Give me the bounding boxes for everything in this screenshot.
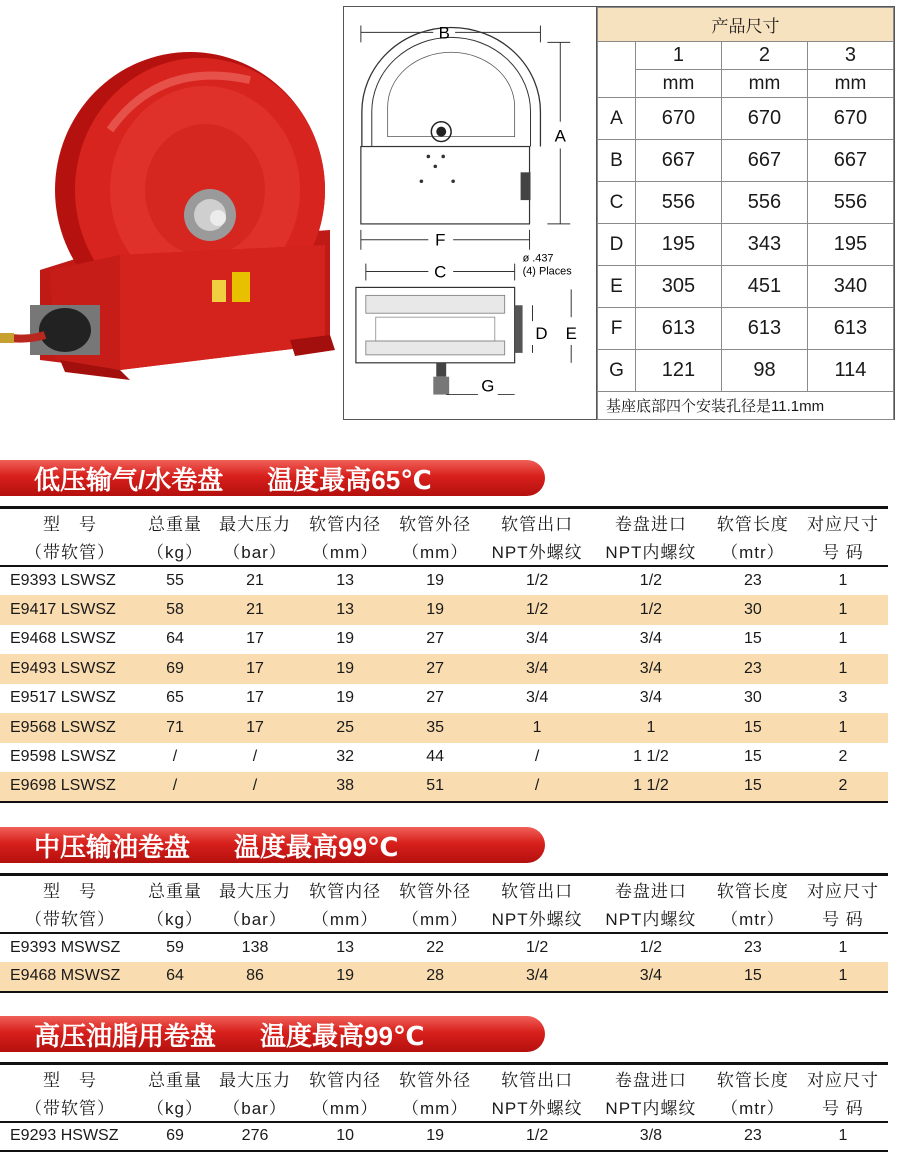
dim-label-c: C [434, 262, 447, 282]
col-model-cell: E9493 LSWSZ [10, 659, 116, 677]
table-row [0, 684, 888, 714]
col-max-pressure-cell: 17 [246, 718, 264, 736]
col-max-pressure-cell: / [252, 748, 258, 766]
col-reel-inlet-cell: 1 1/2 [633, 777, 669, 795]
col-hose-id-cell: 13 [336, 600, 354, 618]
col-hose-od-cell: 51 [426, 777, 445, 795]
col-hose-od-cell: 44 [426, 748, 445, 766]
col-hose-outlet-cell: 1/2 [525, 1127, 549, 1145]
col-hose-length-subheader: （mtr） [721, 1099, 785, 1118]
col-hose-outlet-cell: 1/2 [525, 938, 549, 956]
section-title: 中压输油卷盘 [34, 831, 191, 862]
section-title: 低压输气/水卷盘 [34, 464, 224, 495]
size-number: 2 [721, 42, 807, 70]
col-reel-inlet-cell: 3/4 [639, 689, 663, 707]
col-model-cell: E9598 LSWSZ [10, 748, 116, 766]
col-hose-length-cell: 30 [743, 600, 762, 618]
col-hose-od-subheader: （mm） [401, 543, 469, 562]
col-model-cell: E9517 LSWSZ [10, 689, 116, 707]
col-reel-inlet-subheader: NPT内螺纹 [605, 543, 697, 562]
col-hose-length-header: 软管长度 [716, 1071, 789, 1091]
section-temp: 温度最高99℃ [234, 831, 399, 862]
col-model-header: 型 号 [43, 882, 97, 902]
spec-table-high-pressure-grease [0, 1062, 888, 1152]
dim-row-key: E [598, 266, 636, 308]
col-hose-outlet-subheader: NPT外螺纹 [491, 543, 583, 562]
col-max-pressure-cell: / [252, 777, 258, 795]
col-hose-outlet-subheader: NPT外螺纹 [491, 1099, 583, 1118]
col-hose-length-cell: 23 [743, 1127, 762, 1145]
col-hose-length-cell: 23 [743, 659, 762, 677]
col-reel-inlet-cell: 3/4 [639, 659, 663, 677]
hole-note-1: ø .437 [522, 252, 554, 265]
dim-value: 343 [721, 224, 807, 266]
dim-row-key: G [598, 350, 636, 392]
section-banner-medium-pressure [0, 827, 545, 863]
col-hose-id-subheader: （mm） [311, 1099, 379, 1118]
col-hose-id-subheader: （mm） [311, 910, 379, 929]
col-size-code-cell: 1 [838, 659, 848, 677]
dim-value: 613 [636, 308, 722, 350]
col-hose-id-cell: 19 [336, 967, 354, 985]
col-size-code-cell: 1 [838, 571, 848, 589]
dim-label-d: D [535, 324, 548, 343]
col-max-pressure-header: 最大压力 [219, 515, 292, 535]
col-max-pressure-header: 最大压力 [219, 882, 292, 902]
col-hose-length-subheader: （mtr） [721, 910, 785, 929]
col-size-code-cell: 3 [838, 689, 848, 707]
dim-table-title: 产品尺寸 [598, 8, 894, 42]
col-model-cell: E9568 LSWSZ [10, 718, 116, 736]
col-reel-inlet-header: 卷盘进口 [614, 1071, 687, 1091]
col-hose-length-cell: 15 [743, 967, 762, 985]
col-hose-outlet-cell: / [534, 777, 540, 795]
col-reel-inlet-cell: 1/2 [639, 600, 663, 618]
table-row [0, 713, 888, 743]
col-hose-outlet-cell: 1/2 [525, 600, 549, 618]
col-hose-length-cell: 15 [743, 777, 762, 795]
col-hose-id-cell: 32 [336, 748, 354, 766]
col-weight-subheader: （kg） [147, 910, 203, 929]
col-weight-cell: 58 [166, 600, 184, 618]
col-hose-outlet-header: 软管出口 [501, 1071, 574, 1091]
spec-table-low-pressure [0, 506, 888, 803]
col-model-cell: E9393 MSWSZ [10, 938, 121, 956]
dim-label-g: G [481, 376, 495, 396]
col-hose-length-cell: 15 [743, 748, 762, 766]
section-banner-low-pressure [0, 460, 545, 496]
col-hose-id-cell: 19 [336, 630, 354, 648]
col-weight-subheader: （kg） [147, 1099, 203, 1118]
dim-value: 98 [721, 350, 807, 392]
col-hose-od-header: 软管外径 [399, 882, 472, 902]
col-weight-cell: / [172, 748, 178, 766]
header-row-top [0, 875, 888, 904]
col-max-pressure-cell: 21 [246, 600, 264, 618]
col-max-pressure-cell: 138 [241, 938, 269, 956]
col-model-subheader: （带软管） [25, 543, 115, 562]
col-weight-cell: 65 [166, 689, 184, 707]
col-weight-subheader: （kg） [147, 543, 203, 562]
col-max-pressure-cell: 21 [246, 571, 264, 589]
col-size-code-cell: 1 [838, 938, 848, 956]
table-row [0, 962, 888, 992]
col-hose-id-cell: 19 [336, 689, 354, 707]
header-row-top [0, 508, 888, 537]
col-hose-od-cell: 28 [426, 967, 445, 985]
header-row-bottom [0, 904, 888, 933]
dim-row [598, 308, 894, 350]
col-hose-id-cell: 10 [336, 1127, 354, 1145]
col-reel-inlet-subheader: NPT内螺纹 [605, 910, 697, 929]
dim-row [598, 98, 894, 140]
col-hose-od-cell: 27 [426, 689, 445, 707]
dim-value: 556 [721, 182, 807, 224]
col-reel-inlet-header: 卷盘进口 [614, 882, 687, 902]
col-reel-inlet-header: 卷盘进口 [614, 515, 687, 535]
col-hose-id-cell: 19 [336, 659, 354, 677]
col-weight-cell: 71 [166, 718, 184, 736]
dim-value: 121 [636, 350, 722, 392]
size-number: 3 [807, 42, 893, 70]
col-reel-inlet-cell: 1/2 [639, 571, 663, 589]
dim-value: 613 [721, 308, 807, 350]
mounting-hole-note: 基座底部四个安装孔径是11.1mm [598, 392, 894, 420]
col-size-code-cell: 1 [838, 1127, 848, 1145]
col-hose-length-subheader: （mtr） [721, 543, 785, 562]
col-max-pressure-header: 最大压力 [219, 1071, 292, 1091]
col-size-code-cell: 2 [838, 748, 848, 766]
col-size-code-cell: 1 [838, 630, 848, 648]
col-max-pressure-subheader: （bar） [223, 910, 287, 929]
header-row-top [0, 1064, 888, 1093]
dim-value: 667 [721, 140, 807, 182]
dim-row-key: C [598, 182, 636, 224]
top-area [0, 0, 900, 430]
col-hose-length-cell: 23 [743, 938, 762, 956]
dim-value: 451 [721, 266, 807, 308]
col-hose-id-cell: 13 [336, 571, 354, 589]
col-hose-outlet-cell: 3/4 [525, 659, 549, 677]
col-max-pressure-cell: 17 [246, 659, 264, 677]
col-model-header: 型 号 [43, 515, 97, 535]
col-reel-inlet-cell: 1 [646, 718, 656, 736]
col-reel-inlet-cell: 3/8 [639, 1127, 663, 1145]
dim-value: 613 [807, 308, 893, 350]
section-temp: 温度最高65℃ [267, 464, 432, 495]
col-hose-length-cell: 15 [743, 718, 762, 736]
col-weight-header: 总重量 [148, 515, 202, 535]
col-hose-id-subheader: （mm） [311, 543, 379, 562]
col-hose-length-header: 软管长度 [716, 882, 789, 902]
table-row [0, 933, 888, 963]
table-row [0, 654, 888, 684]
col-hose-id-cell: 25 [336, 718, 354, 736]
col-weight-cell: 69 [166, 659, 184, 677]
col-hose-length-cell: 15 [743, 630, 762, 648]
col-size-code-subheader: 号 码 [822, 910, 864, 929]
col-hose-outlet-subheader: NPT外螺纹 [491, 910, 583, 929]
col-max-pressure-subheader: （bar） [223, 1099, 287, 1118]
dim-row [598, 182, 894, 224]
unit-cell: mm [807, 70, 893, 98]
col-hose-outlet-cell: 3/4 [525, 967, 549, 985]
dim-label-f: F [435, 230, 446, 250]
col-weight-cell: 64 [166, 630, 184, 648]
col-size-code-header: 对应尺寸 [806, 1071, 879, 1091]
col-model-cell: E9698 LSWSZ [10, 777, 116, 795]
dim-row [598, 266, 894, 308]
col-hose-id-header: 软管内径 [309, 882, 382, 902]
col-hose-od-cell: 19 [426, 600, 445, 618]
col-hose-od-header: 软管外径 [399, 515, 472, 535]
dimension-table [597, 6, 895, 420]
dim-value: 195 [636, 224, 722, 266]
dim-row-key: A [598, 98, 636, 140]
dim-corner [598, 42, 636, 98]
col-max-pressure-cell: 17 [246, 689, 264, 707]
col-weight-cell: 55 [166, 571, 184, 589]
col-hose-outlet-cell: / [534, 748, 540, 766]
dim-value: 670 [636, 98, 722, 140]
col-hose-outlet-cell: 3/4 [525, 689, 549, 707]
col-hose-outlet-cell: 3/4 [525, 630, 549, 648]
header-row-bottom [0, 537, 888, 566]
dim-value: 556 [807, 182, 893, 224]
col-hose-length-cell: 23 [743, 571, 762, 589]
dim-value: 667 [807, 140, 893, 182]
size-number: 1 [636, 42, 722, 70]
col-hose-length-cell: 30 [743, 689, 762, 707]
col-hose-od-header: 软管外径 [399, 1071, 472, 1091]
col-hose-id-cell: 13 [336, 938, 354, 956]
col-size-code-cell: 1 [838, 967, 848, 985]
col-size-code-cell: 1 [838, 718, 848, 736]
dim-label-e: E [565, 324, 577, 343]
col-max-pressure-cell: 276 [241, 1127, 269, 1145]
dim-row [598, 350, 894, 392]
table-row [0, 772, 888, 802]
col-weight-cell: 69 [166, 1127, 184, 1145]
dim-value: 340 [807, 266, 893, 308]
col-hose-outlet-header: 软管出口 [501, 515, 574, 535]
col-hose-od-subheader: （mm） [401, 910, 469, 929]
col-max-pressure-subheader: （bar） [223, 543, 287, 562]
dim-row [598, 224, 894, 266]
dim-value: 556 [636, 182, 722, 224]
dim-value: 667 [636, 140, 722, 182]
dim-value: 305 [636, 266, 722, 308]
col-hose-od-cell: 27 [426, 630, 445, 648]
header-row-bottom [0, 1093, 888, 1122]
col-hose-od-subheader: （mm） [401, 1099, 469, 1118]
col-max-pressure-cell: 17 [246, 630, 264, 648]
dim-value: 670 [721, 98, 807, 140]
col-size-code-header: 对应尺寸 [806, 515, 879, 535]
col-max-pressure-cell: 86 [246, 967, 264, 985]
col-model-cell: E9417 LSWSZ [10, 600, 116, 618]
table-row [0, 1122, 888, 1152]
col-hose-id-cell: 38 [336, 777, 354, 795]
dim-row-key: B [598, 140, 636, 182]
col-reel-inlet-cell: 3/4 [639, 967, 663, 985]
table-row [0, 595, 888, 625]
col-size-code-cell: 1 [838, 600, 848, 618]
table-row [0, 625, 888, 655]
section-title: 高压油脂用卷盘 [34, 1020, 217, 1051]
col-hose-od-cell: 19 [426, 571, 445, 589]
col-size-code-header: 对应尺寸 [806, 882, 879, 902]
col-size-code-subheader: 号 码 [822, 543, 864, 562]
dim-label-a: A [554, 126, 566, 146]
col-model-cell: E9393 LSWSZ [10, 571, 116, 589]
table-row [0, 566, 888, 596]
col-reel-inlet-subheader: NPT内螺纹 [605, 1099, 697, 1118]
col-size-code-subheader: 号 码 [822, 1099, 864, 1118]
col-hose-od-cell: 19 [426, 1127, 445, 1145]
dim-row [598, 140, 894, 182]
col-size-code-cell: 2 [838, 777, 848, 795]
dim-value: 670 [807, 98, 893, 140]
col-hose-outlet-header: 软管出口 [501, 882, 574, 902]
col-hose-outlet-cell: 1 [532, 718, 542, 736]
col-hose-od-cell: 27 [426, 659, 445, 677]
col-hose-outlet-cell: 1/2 [525, 571, 549, 589]
col-reel-inlet-cell: 1/2 [639, 938, 663, 956]
dimension-drawing [343, 6, 597, 420]
table-row [0, 743, 888, 773]
col-model-cell: E9468 MSWSZ [10, 967, 121, 985]
col-model-cell: E9293 HSWSZ [10, 1127, 119, 1145]
dim-row-key: D [598, 224, 636, 266]
col-weight-cell: 59 [166, 938, 184, 956]
hole-note-2: (4) Places [522, 265, 572, 278]
unit-cell: mm [636, 70, 722, 98]
col-hose-length-header: 软管长度 [716, 515, 789, 535]
dim-value: 195 [807, 224, 893, 266]
col-model-subheader: （带软管） [25, 1099, 115, 1118]
dim-label-b: B [438, 23, 450, 43]
col-model-subheader: （带软管） [25, 910, 115, 929]
col-weight-header: 总重量 [148, 882, 202, 902]
col-reel-inlet-cell: 3/4 [639, 630, 663, 648]
col-weight-cell: / [172, 777, 178, 795]
hose-reel-image [0, 40, 335, 385]
col-hose-od-cell: 22 [426, 938, 445, 956]
section-temp: 温度最高99℃ [260, 1020, 425, 1051]
col-model-cell: E9468 LSWSZ [10, 630, 116, 648]
unit-cell: mm [721, 70, 807, 98]
col-hose-od-cell: 35 [426, 718, 445, 736]
dim-value: 114 [807, 350, 893, 392]
col-reel-inlet-cell: 1 1/2 [633, 748, 669, 766]
spec-table-medium-pressure [0, 873, 888, 993]
col-hose-id-header: 软管内径 [309, 515, 382, 535]
col-weight-header: 总重量 [148, 1071, 202, 1091]
col-weight-cell: 64 [166, 967, 184, 985]
dim-row-key: F [598, 308, 636, 350]
section-banner-high-pressure-grease [0, 1016, 545, 1052]
col-hose-id-header: 软管内径 [309, 1071, 382, 1091]
col-model-header: 型 号 [43, 1071, 97, 1091]
